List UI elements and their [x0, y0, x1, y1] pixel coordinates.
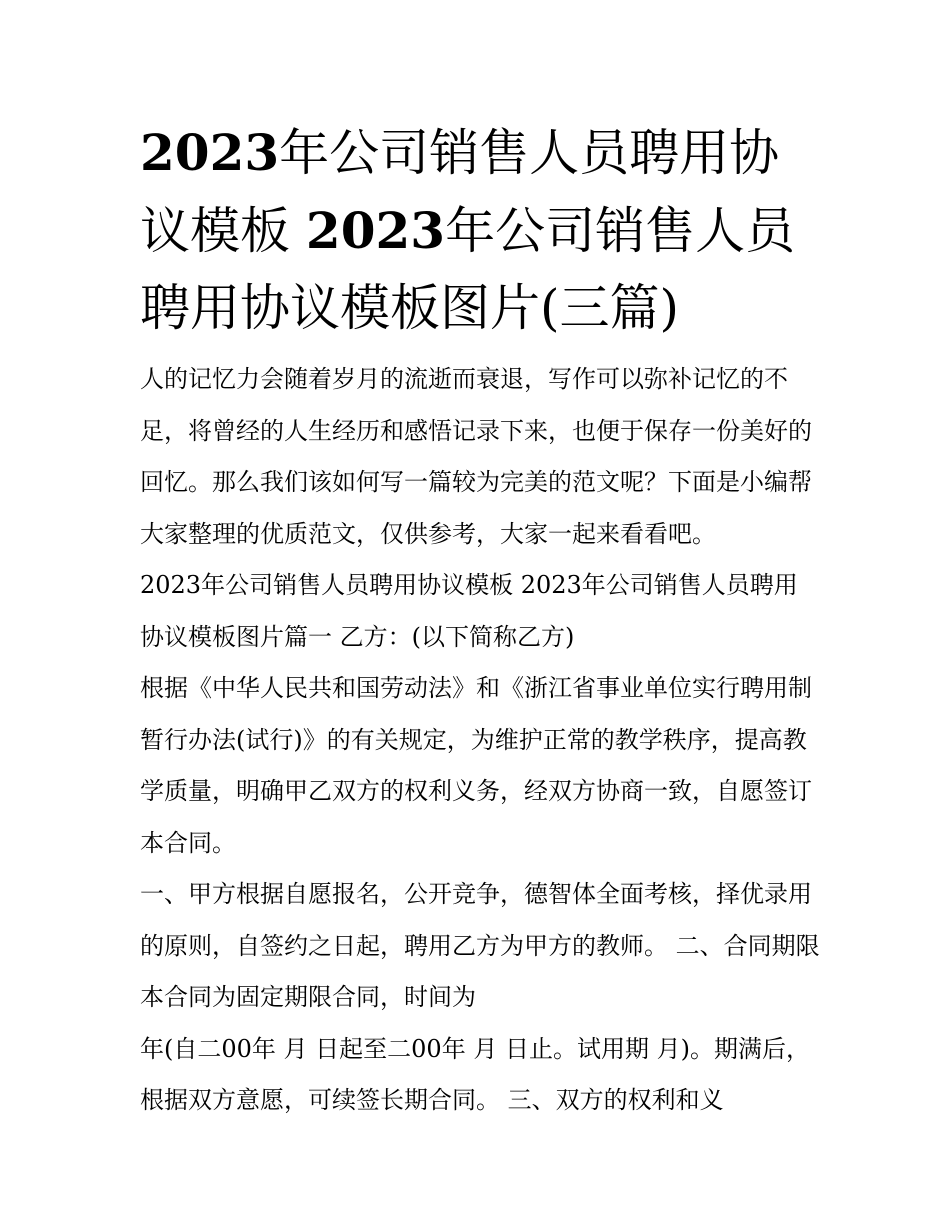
section-heading-paragraph: 2023年公司销售人员聘用协议模板 2023年公司销售人员聘用协议模板图片篇一 乙方：(以下简称乙方) — [140, 571, 798, 651]
legal-basis-paragraph: 根据《中华人民共和国劳动法》和《浙江省事业单位实行聘用制暂行办法(试行)》的有关规定，为维护正常的教学秩序，提高教学质量，明确甲乙双方的权利义务，经双方协商一致，自愿签订本合同。 — [140, 674, 812, 857]
title-text-1: 年公司销售人员聘用协议模板 — [140, 124, 780, 260]
document-title — [140, 114, 820, 347]
contract-term-paragraph: 年(自二00年 月 日起至二00年 月 日止。试用期 月)。期满后，根据双方意愿，可续签长期合同。 三、双方的权利和义 — [140, 1034, 810, 1114]
title-text-2: 年公司销售人员聘用协议模板图片(三篇) — [140, 202, 796, 337]
document-body — [140, 354, 820, 1127]
title-year-2: 2023 — [305, 201, 446, 260]
intro-paragraph: 人的记忆力会随着岁月的流逝而衰退，写作可以弥补记忆的不足，将曾经的人生经历和感悟记录下来，也便于保存一份美好的回忆。那么我们该如何写一篇较为完美的范文呢？下面是小编帮大家整理的优质范文，仅供参考，大家一起来看看吧。 — [140, 365, 812, 548]
clause-one-paragraph: 一、甲方根据自愿报名，公开竞争，德智体全面考核，择优录用的原则，自签约之日起，聘用乙方为甲方的教师。 二、合同期限 本合同为固定期限合同，时间为 — [140, 880, 820, 1011]
title-year-1: 2023 — [140, 123, 280, 182]
